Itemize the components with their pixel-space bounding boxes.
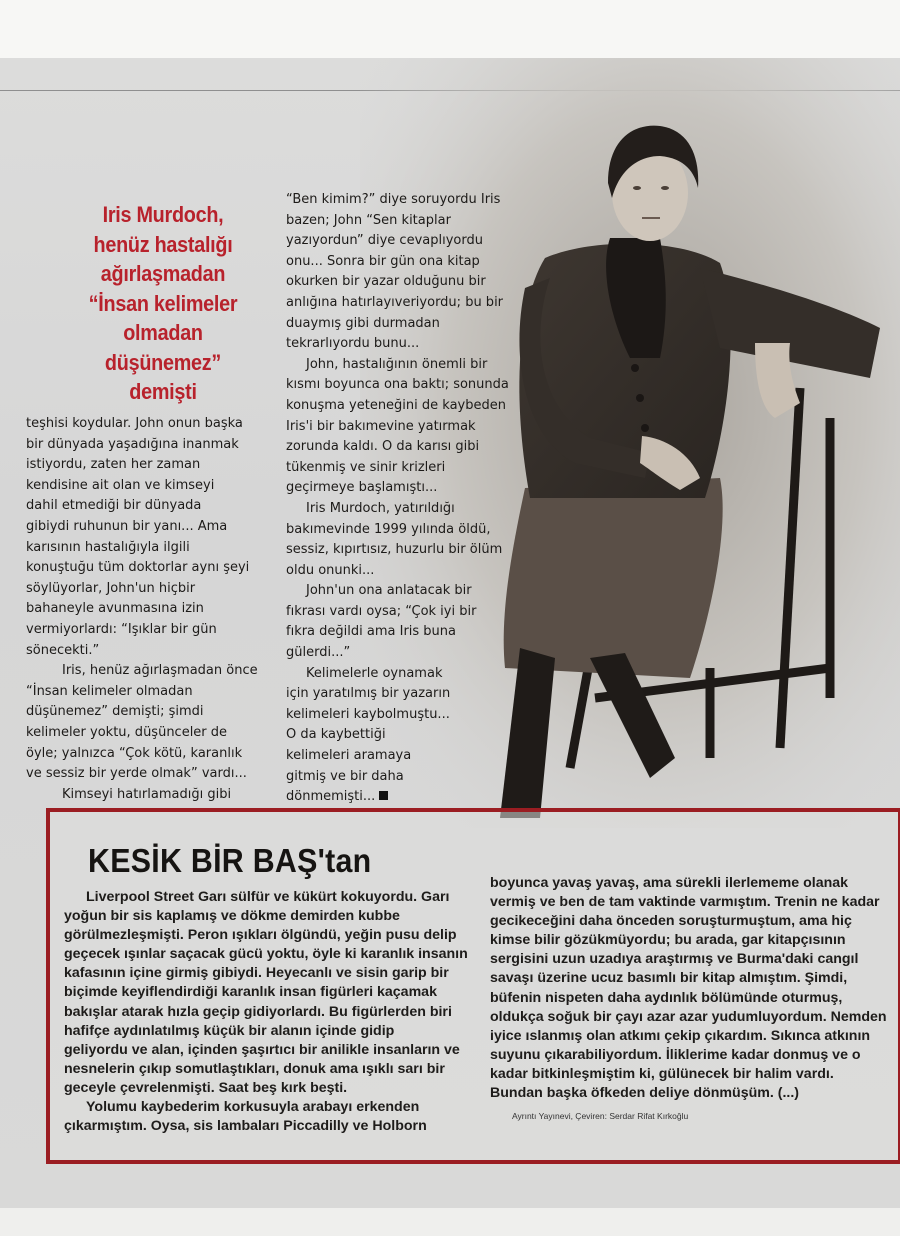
text-line: ve sessiz bir yerde olmak” vardı... — [26, 766, 247, 782]
excerpt-line: hafifçe aydınlatılmış küçük bir alanın içinde gidip — [64, 1022, 395, 1039]
excerpt-line: görülmezleşmişti. Peron ışıkları ölgündü, yeğin pusu delip — [64, 927, 457, 944]
pull-quote-line: “İnsan kelimeler — [88, 290, 238, 316]
text-line: vermiyorlardı: “Işıklar bir gün — [26, 621, 217, 637]
excerpt-line: bakışlar atarak hızla geçip gidiyorlardı. Bu figürlerden biri — [64, 1003, 452, 1020]
excerpt-line: çıkarmıştım. Oysa, sis lambaları Piccadilly ve Holborn — [64, 1118, 427, 1135]
excerpt-line: geceyle çevrelenmişti. Saat beş kırk beşti. — [64, 1079, 348, 1096]
text-line-final — [286, 787, 526, 808]
text-line: için yaratılmış bir yazarın — [286, 686, 451, 702]
excerpt-line: kimse bilir gözükmüyordu; bu arada, gar kitapçısının — [490, 932, 846, 949]
text-line: Kimseyi hatırlamadığı gibi — [62, 786, 232, 802]
text-line: duaymış gibi durmadan — [286, 315, 440, 331]
text-line: bahaneyle avunmasına izin — [26, 601, 204, 617]
pull-quote-line: henüz hastalığı — [93, 231, 233, 257]
excerpt-line: oldukça soğuk bir çayı azar azar yudumluyordum. Nemden — [490, 1008, 887, 1025]
excerpt-line: boyunca yavaş yavaş, ama sürekli ilerlememe olanak — [490, 875, 849, 891]
text-line: Iris Murdoch, yatırıldığı — [306, 500, 455, 516]
excerpt-box — [46, 808, 900, 1164]
text-line: yazıyordun” diye cevaplıyordu — [286, 233, 483, 249]
text-line: “Ben kimim?” diye soruyordu Iris — [286, 192, 501, 207]
excerpt-line: iyice ıslanmış olan atkımı çekip çıkardım. Sıkınca atkının — [490, 1027, 871, 1044]
text-line: bakımevinde 1999 yılında öldü, — [286, 521, 491, 537]
text-line: zorunda kaldı. O da karısı gibi — [286, 439, 480, 455]
text-line: kelimeler yoktu, düşünceler de — [26, 724, 228, 740]
text-line: geçirmeye başlamıştı... — [286, 480, 438, 496]
text-line: konuşma yeteneğini de kaybeden — [286, 397, 506, 413]
excerpt-line: yoğun bir sis kaplamış ve dökme demirden kubbe — [64, 908, 400, 925]
excerpt-line: suyunu çıkarabiliyordum. İliklerime kadar donmuş ve o — [490, 1046, 861, 1063]
text-line: düşünemez” demişti; şimdi — [26, 704, 204, 720]
text-line: okurken bir yazar olduğunu bir — [286, 274, 486, 290]
text-line: karısının hastalığıyla ilgili — [26, 539, 190, 555]
scan-margin-top — [0, 0, 900, 60]
article-column-left — [26, 414, 276, 805]
text-line: bazen; John “Sen kitaplar — [286, 212, 451, 228]
magazine-page — [0, 58, 900, 1208]
excerpt-line: Liverpool Street Garı sülfür ve kükürt kokuyordu. Garı — [86, 889, 450, 905]
excerpt-line: biçimde keyiflendirdiği karanlık insan figürleri kaçamak — [64, 984, 437, 1001]
text-line: fıkrası vardı oysa; “Çok iyi bir — [286, 603, 477, 619]
excerpt-line: gecikeceğini daha önceden soruşturmuştum, ama hiç — [490, 913, 852, 930]
text-line: John'un ona anlatacak bir — [306, 583, 472, 599]
text-line: Kelimelerle oynamak — [306, 665, 443, 681]
text-line: onu... Sonra bir gün ona kitap — [286, 253, 480, 269]
text-line: kelimeleri aramaya — [286, 748, 412, 764]
scan-margin-bottom — [0, 1208, 900, 1236]
text-line: kelimeleri kaybolmuştu... — [286, 706, 450, 722]
excerpt-line: nesnelerin çıkıp somutlaştıkları, donuk ama ışıklı sarı bir — [64, 1060, 445, 1077]
text-line: teşhisi koydular. John onun başka — [26, 416, 243, 431]
excerpt-line: kadar bitkinleşmiştim ki, gülünecek bir halim vardı. — [490, 1065, 834, 1082]
excerpt-line: geliyordu ve alan, içinden şaşırtıcı bir anilikle insanların ve — [64, 1041, 460, 1058]
text-line: kendisine ait olan ve kimseyi — [26, 477, 215, 493]
text-line: Iris'i bir bakımevine yatırmak — [286, 418, 476, 434]
text-line: söylüyorlar, John'un hiçbir — [26, 580, 196, 596]
text-line: anlığına hatırlayıveriyordu; bu bir — [286, 294, 504, 310]
translation-credit: Ayrıntı Yayınevi, Çeviren: Serdar Rifat Kırkoğlu — [512, 1111, 689, 1122]
excerpt-line: büfenin nispeten daha aydınlık bölümünde oturmuş, — [490, 989, 843, 1006]
text-line: tekrarlıyordu bunu... — [286, 336, 420, 352]
pull-quote — [63, 200, 263, 407]
text-line: kısmı boyunca ona baktı; sonunda — [286, 377, 509, 393]
excerpt-column-right — [490, 874, 890, 1126]
pull-quote-line: Iris Murdoch, — [102, 202, 224, 227]
text-line: konuştuğu tüm doktorlar aynı şeyi — [26, 560, 250, 576]
excerpt-column-left — [64, 888, 484, 1136]
excerpt-line: Bundan başka öfkeden deliye dönmüşüm. (...) — [490, 1085, 800, 1102]
text-line: gülerdi...” — [286, 645, 351, 661]
excerpt-line: savaşı üzerine ucuz basımlı bir kitap almıştım. Şimdi, — [490, 970, 848, 987]
text-line: tükenmiş ve sinir krizleri — [286, 459, 446, 475]
pull-quote-line: düşünemez” — [104, 349, 222, 375]
text-line: istiyordu, zaten her zaman — [26, 457, 201, 473]
text-line: sessiz, kıpırtısız, huzurlu bir ölüm — [286, 542, 503, 558]
excerpt-line: geçecek ışınlar saçacak gücü yoktu, öyle ki karanlık insanın — [64, 946, 468, 963]
pull-quote-line: ağırlaşmadan — [100, 261, 226, 286]
text-line: “İnsan kelimeler olmadan — [26, 683, 193, 699]
text-line: dahil etmediği bir dünyada — [26, 498, 202, 514]
excerpt-line: sergisini uzun uzadıya araştırmış ve Burma'daki cangıl — [490, 951, 859, 968]
text-line-end: dönmemişti... — [286, 789, 376, 805]
text-line: öyle; yalnızca “Çok kötü, karanlık — [26, 745, 243, 761]
pull-quote-line: olmadan — [123, 320, 203, 345]
text-line: bir dünyada yaşadığına inanmak — [26, 436, 239, 452]
excerpt-title: KESİK BİR BAŞ'tan — [88, 842, 372, 879]
text-line: John, hastalığının önemli bir — [306, 356, 488, 372]
text-line: oldu onunki... — [286, 562, 375, 578]
pull-quote-line: demişti — [129, 379, 197, 404]
text-line: sönecekti.” — [26, 642, 100, 658]
excerpt-line: kafasının içine girmiş gibiydi. Heyecanlı ve sisin garip bir — [64, 965, 449, 982]
article-column-middle — [286, 190, 526, 808]
text-line: Iris, henüz ağırlaşmadan önce — [62, 663, 258, 679]
text-line: gitmiş ve bir daha — [286, 768, 404, 784]
excerpt-line: vermiş ve ben de tam vaktinde varmıştım. Trenin ne kadar — [490, 894, 880, 911]
text-line: gibiydi ruhunun bir yanı... Ama — [26, 518, 228, 534]
text-line: O da kaybettiği — [286, 727, 386, 743]
text-line: fıkra değildi ama Iris buna — [286, 624, 457, 640]
excerpt-line: Yolumu kaybederim korkusuyla arabayı erkenden — [86, 1099, 420, 1116]
end-of-article-mark — [379, 791, 388, 800]
